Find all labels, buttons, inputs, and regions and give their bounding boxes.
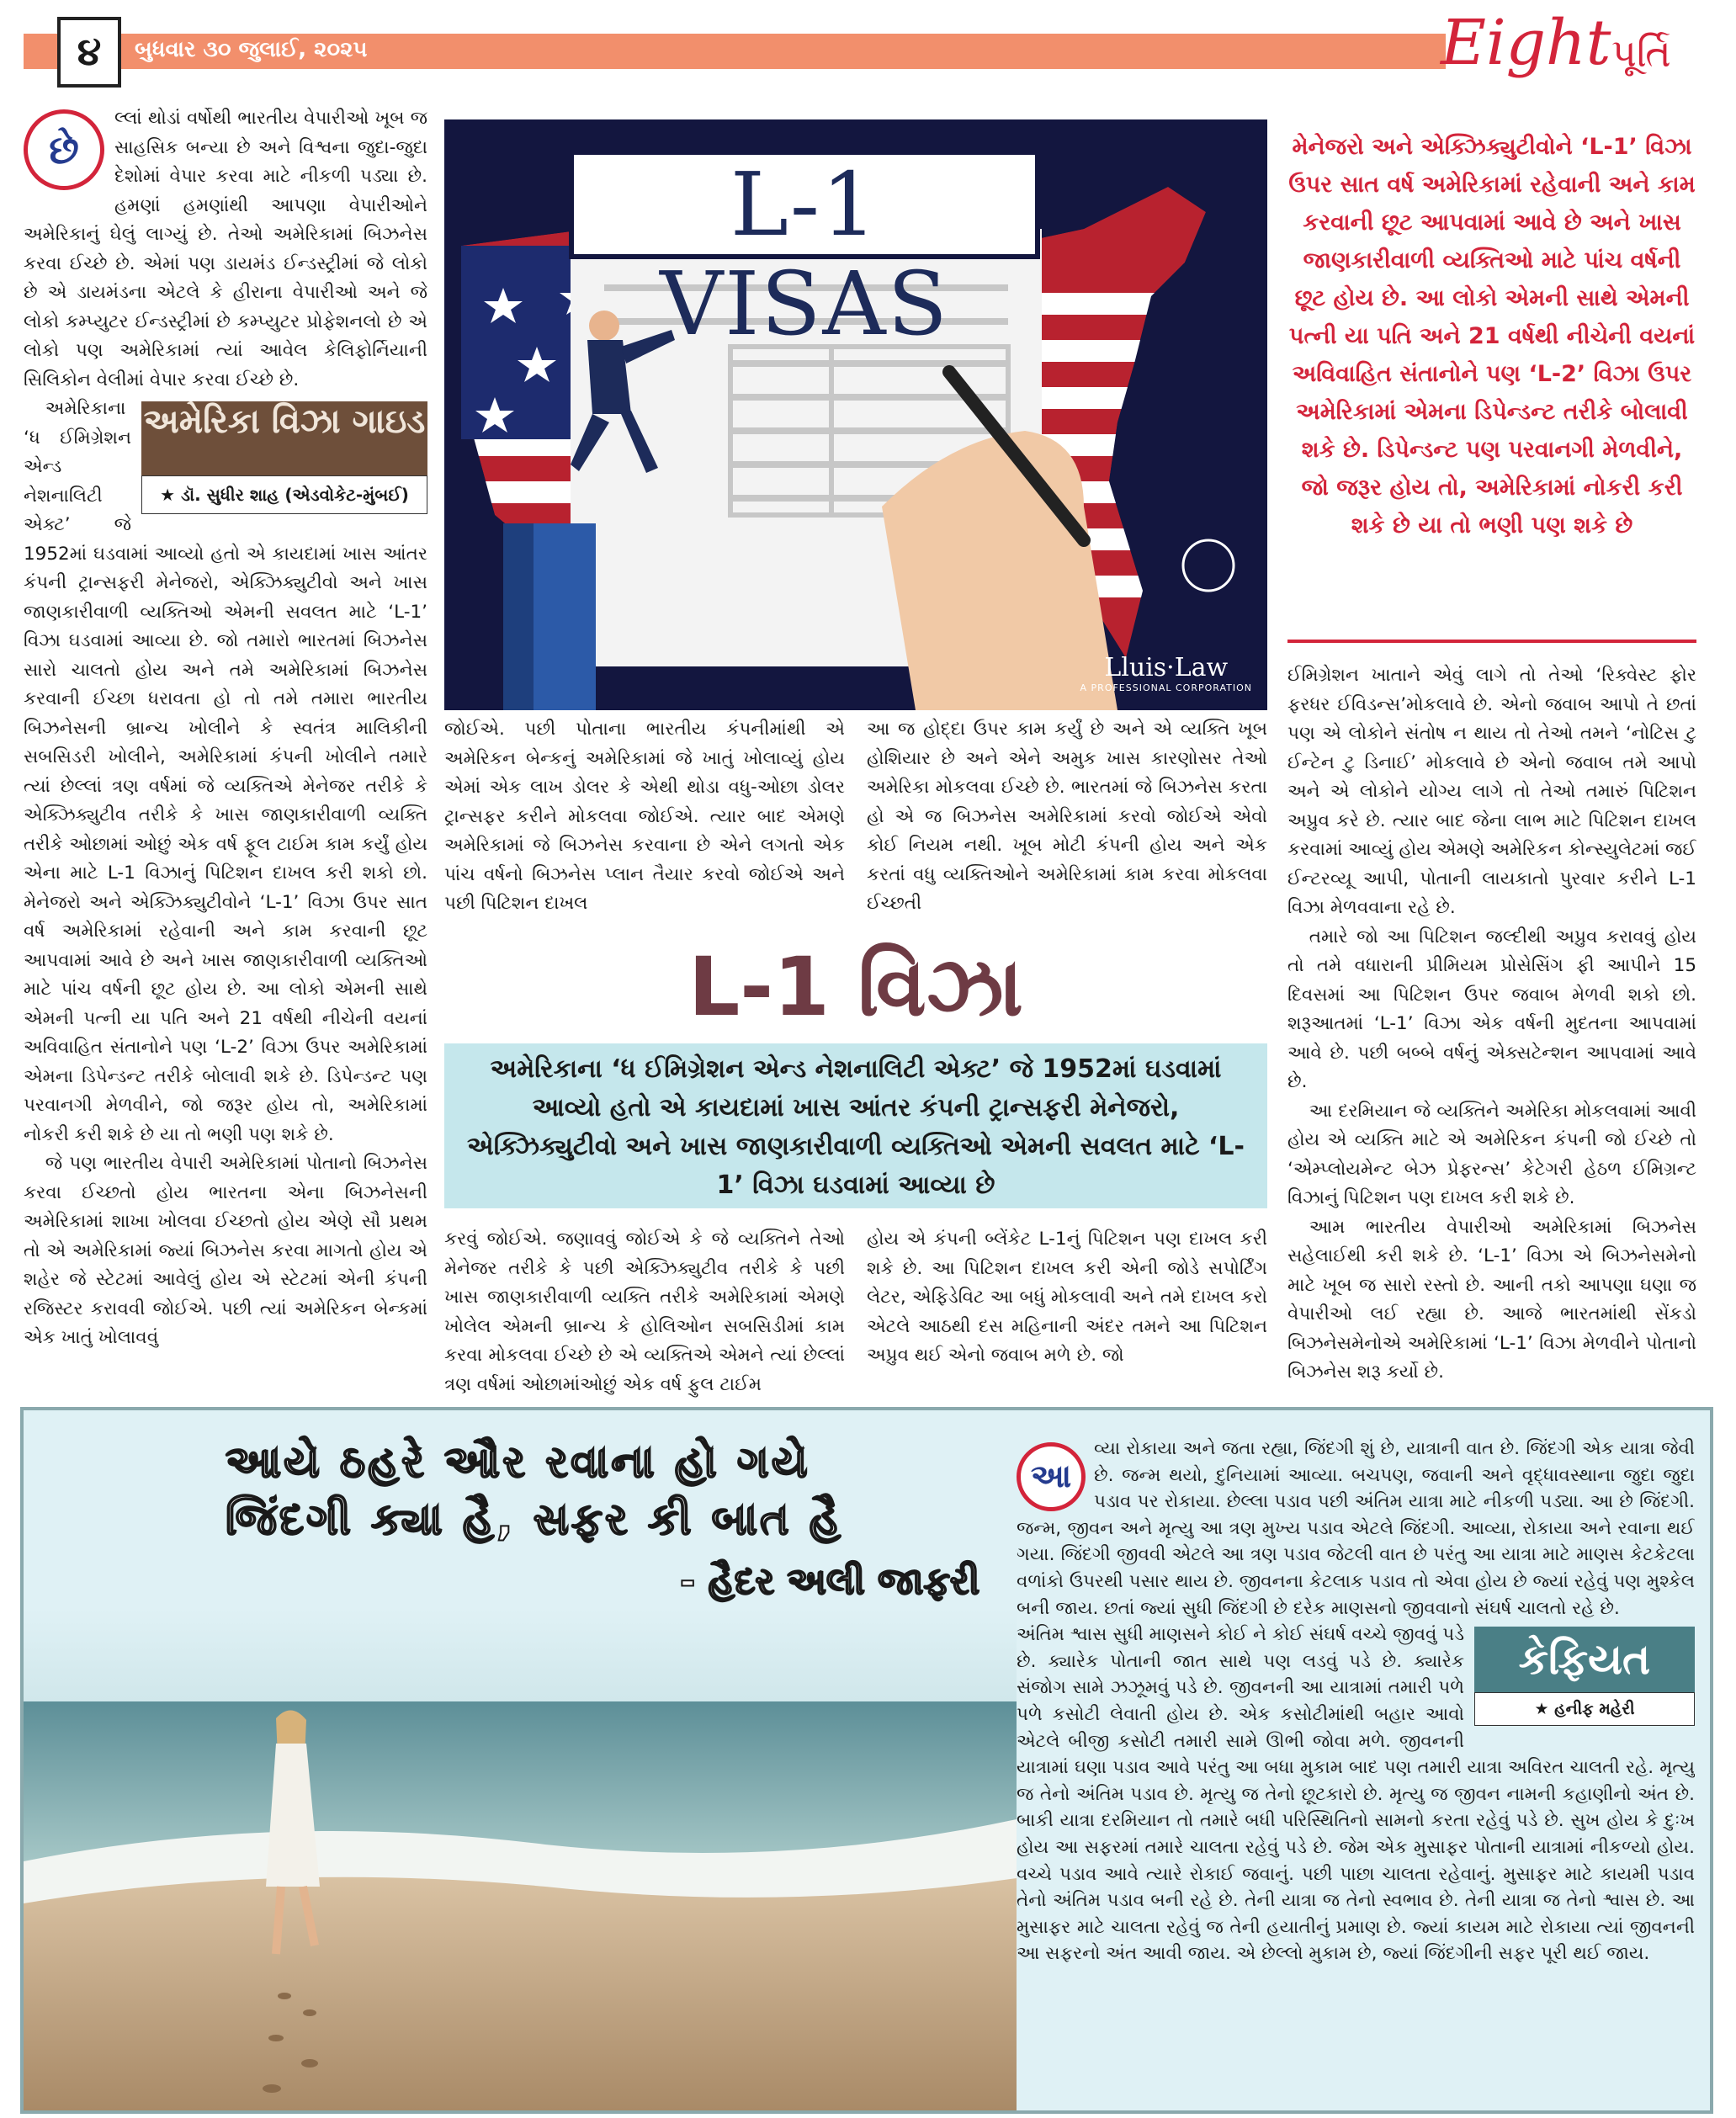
sky: [24, 1609, 1017, 1710]
feature-dropcap: આ: [1017, 1442, 1086, 1511]
paragraph: લ્લાં થોડાં વર્ષોથી ભારતીય વેપારીઓ ખૂબ જ સાહસિક બન્યા છે અને વિશ્વના જુદા-જુદા દેશોમાં વેપાર કરવા માટે નીકળી પડ્યા છે. હમણાં હમણાંથી આપણા વેપારીઓને અમેરિકાનું ઘેલું લાગ્યું છે. તેઓ અમેરિકામાં બિઝનેસ કરવા ઈચ્છે છે. એમાં પણ ડાયમંડ ઈન્ડસ્ટ્રીમાં જે લોકો છે એ ડાયમંડના એટલે કે હીરાના વેપારીઓ અને જે લોકો કમ્પ્યુટર ઈન્ડસ્ટ્રીમાં છે કમ્પ્યુટર પ્રોફેશનલો છે એ લોકો પણ અમેરિકામાં ત્યાં આવેલ કેલિફોર્નિયાની સિલિકોન વેલીમાં વેપાર કરવા ઈચ્છે છે.: [24, 108, 427, 390]
feature-credit: - હૈદર અલી જાફરી: [680, 1560, 980, 1603]
feature-article: [20, 1407, 1713, 2114]
article-column-2-top: જોઈએ. પછી પોતાના ભારતીય કંપનીમાંથી એ અમેરિકન બેન્કનું અમેરિકામાં જે ખાતું ખોલાવ્યું હોય એમાં એક લાખ ડોલર કે એથી થોડા વધુ-ઓછા ડોલર ટ્રાન્સફર કરીને મોકલવા જોઈએ. ત્યાર બાદ એમણે અમેરિકામાં જે બિઝનેસ કરવાના છે એને લગતો એક પાંચ વર્ષનો બિઝનેસ પ્લાન તૈયાર કરવો જોઈએ અને પછી પિટિશન દાખલ: [444, 719, 845, 914]
issue-date: બુધવાર ૩૦ જુલાઈ, ૨૦૨૫: [135, 37, 368, 62]
kefiyat-column-box: [1474, 1627, 1695, 1726]
paragraph: ઈમિગ્રેશન ખાતાને એવું લાગે તો તેઓ ‘રિક્વેસ્ટ ફોર ફરધર ઈવિડન્સ’મોકલાવે છે. એનો જવાબ આપો તે છતાં પણ એ લોકોને સંતોષ ન થાય તો તેઓ તમને ‘નોટિસ ટુ ઈન્ટેન ટુ ડિનાઈ’ મોકલાવે છે એનો જવાબ તમે આપો અને એ લોકોને યોગ્ય લાગે તો તેઓ તમારું પિટિશન અપ્રુવ કરે છે. ત્યાર બાદ જેના લાભ માટે પિટિશન દાખલ કરવામાં આવ્યું હોય એમણે અમેરિકન કોન્સ્યુલેટમાં જઈ ઈન્ટરવ્યૂ આપી, પોતાની લાયકાતો પુરવાર કરીને L-1 વિઝા મેળવવાના રહે છે.: [1287, 665, 1696, 918]
paragraph: અમેરિકાના ‘ધ ઈમિગ્રેશન એન્ડ નેશનાલિટી એક્ટ’ જે 1952માં ઘડવામાં આવ્યો હતો એ કાયદામાં ખાસ આંતર કંપની ટ્રાન્સફરી મેનેજરો, એક્ઝિક્યુટીવો અને ખાસ જાણકારીવાળી વ્યક્તિઓ એમની સવલત માટે ‘L-1’ વિઝા ઘડવામાં આવ્યા છે. જો તમારો ભારતમાં બિઝનેસ સારો ચાલતો હોય અને તમે અમેરિકામાં બિઝનેસ કરવાની ઈચ્છા ધરાવતા હો તો તમે તમારા ભારતીય બિઝનેસની બ્રાન્ચ ખોલીને કે સ્વતંત્ર માલિકીની સબસિડરી ખોલીને, અમેરિકામાં કંપની ખોલીને તમારે ત્યાં છેલ્લાં ત્રણ વર્ષમાં જે વ્યક્તિએ મેનેજર તરીકે કે એક્ઝિક્યુટીવ તરીકે કે ખાસ જાણકારીવાળી વ્યક્તિ તરીકે ઓછામાં ઓછું એક વર્ષ ફૂલ ટાઈમ કામ કર્યું હોય એના માટે L-1 વિઝાનું પિટિશન દાખલ કરી શકો છો. મેનેજરો અને એક્ઝિક્યુટીવોને ‘L-1’ વિઝા ઉપર સાત વર્ષ અમેરિકામાં રહેવાની અને કામ કરવાની છૂટ આપવામાં આવે છે અને ખાસ જાણકારીવાળી વ્યક્તિઓ માટે પાંચ વર્ષની છૂટ હોય છે. આ લોકો એમની સાથે એમની પત્ની યા પતિ અને 21 વર્ષથી નીચેની વયનાં અવિવાહિત સંતાનોને પણ ‘L-2’ વિઝા ઉપર અમેરિકામાં એમના ડિપેન્ડન્ટ તરીકે બોલાવી શકે છે. ડિપેન્ડન્ટ પણ પરવાનગી મેળવીને, જો જરૂર હોય તો, અમેરિકામાં નોકરી કરી શકે છે યા તો ભણી પણ શકે છે.: [24, 398, 427, 1145]
lluis-law-logo-text: Lluis·Law: [1104, 653, 1229, 682]
paragraph: વ્યા રોકાયા અને જતા રહ્યા, જિંદગી શું છે, યાત્રાની વાત છે. જિંદગી એક યાત્રા જેવી છે. જન્મ થયો, દુનિયામાં આવ્યા. બચપણ, જવાની અને વૃદ્ધાવસ્થાના જુદા જુદા પડાવ પર રોકાયા. છેલ્લા પડાવ પછી અંતિમ યાત્રા માટે નીકળી પડ્યા. આ છે જિંદગી. જન્મ, જીવન અને મૃત્યુ આ ત્રણ મુખ્ય પડાવ એટલે જિંદગી. આવ્યા, રોકાયા અને રવાના થઈ ગયા. જિંદગી જીવવી એટલે આ ત્રણ પડાવ જેટલી વાત છે પરંતુ આ યાત્રા માટે માણસ કેટકેટલા વળાંકો ઉપરથી પસાર થાય છે. જીવનના કેટલાક પડાવ તો એવા હોય છે જ્યાં રહેવું પણ મુશ્કેલ બની જાય. છતાં જ્યાં સુધી જિંદગી છે દરેક માણસનો જીવવાનો સંઘર્ષ ચાલતો રહે છે.: [1017, 1438, 1695, 1619]
paragraph: આમ ભારતીય વેપારીઓ અમેરિકામાં બિઝનેસ સહેલાઈથી કરી શકે છે. ‘L-1’ વિઝા એ બિઝનેસમેનો માટે ખૂબ જ સારો રસ્તો છે. આની તકો આપણા ઘણા જ વેપારીઓ લઈ રહ્યા છે. આજે ભારતમાંથી સેંકડો બિઝનેસમેનોએ અમેરિકામાં ‘L-1’ વિઝા મેળવીને પોતાનો બિઝનેસ શરૂ કર્યો છે.: [1287, 1216, 1696, 1383]
lluis-law-logo-sub: A PROFESSIONAL CORPORATION: [1080, 682, 1252, 693]
column-title: અમેરિકા વિઝા ગાઇડ: [141, 401, 427, 475]
article-column-3-bottom: હોય એ કંપની બ્લેંકેટ L-1નું પિટિશન પણ દાખલ કરી શકે છે. આ પિટિશન દાખલ કરી એની જોડે સપોર્ટિંગ લેટર, એફિડેવિટ આ બધું મોકલાવી અને તમે દાખલ કરો એટલે આઠથી દસ મહિનાની અંદર તમને આ પિટિશન અપ્રુવ થઈ એનો જવાબ મળે છે. જો: [867, 1229, 1267, 1366]
supplement-word: પૂર્તિ: [1611, 30, 1671, 76]
column-author: ★ ડૉ. સુધીર શાહ (એડવોકેટ-મુંબઈ): [141, 475, 427, 514]
article-column-1: [24, 104, 427, 1397]
paragraph: આ દરમિયાન જે વ્યક્તિને અમેરિકા મોકલવામાં આવી હોય એ વ્યક્તિ માટે એ અમેરિકન કંપની જો ઈચ્છે તો ‘એમ્પ્લોયમેન્ટ બેઝ પ્રેફરન્સ’ કેટેગરી હેઠળ ઈમિગ્રન્ટ વિઝાનું પિટિશન પણ દાખલ કરી શકે છે.: [1287, 1100, 1696, 1208]
pull-quote: મેનેજરો અને એક્ઝિક્યુટીવોને ‘L-1’ વિઝા ઉપર સાત વર્ષ અમેરિકામાં રહેવાની અને કામ કરવાની છૂટ આપવામાં આવે છે અને ખાસ જાણકારીવાળી વ્યક્તિઓ માટે પાંચ વર્ષની છૂટ હોય છે. આ લોકો એમની સાથે એમની પત્ની યા પતિ અને 21 વર્ષથી નીચેની વયનાં અવિવાહિત સંતાનોને પણ ‘L-2’ વિઝા ઉપર અમેરિકામાં એમના ડિપેન્ડન્ટ તરીકે બોલાવી શકે છે. ડિપેન્ડન્ટ પણ પરવાનગી મેળવીને, જો જરૂર હોય તો, અમેરિકામાં નોકરી કરી શકે છે યા તો ભણી પણ શકે છે: [1287, 121, 1696, 643]
hero-image-l1-visas: [444, 119, 1267, 710]
feature-body: [1017, 1436, 1695, 2100]
kefiyat-column-title: કેફિયત: [1474, 1627, 1695, 1692]
supplement-logo: Eight: [1441, 7, 1611, 79]
page-number: ૪: [57, 17, 121, 88]
dropcap: છે: [24, 109, 104, 190]
beach-walk-photo: [24, 1609, 1017, 2110]
paragraph: અંતિમ શ્વાસ સુધી માણસને કોઈ ને કોઈ સંઘર્ષ વચ્ચે જીવવું પડે છે. ક્યારેક પોતાની જાત સાથે પણ લડવું પડે છે. ક્યારેક સંજોગ સામે ઝઝૂમવું પડે છે. જીવનની આ યાત્રામાં તમારી પળે પળે કસોટી લેવાતી હોય છે. એક કસોટીમાંથી બહાર આવો એટલે બીજી કસોટી તમારી સામે ઊભી જોવા મળે. જીવનની યાત્રામાં ઘણા પડાવ આવે પરંતુ આ બધા મુકામ બાદ પણ તમારી યાત્રા અવિરત ચાલતી રહે. મૃત્યુ જ તેનો અંતિમ પડાવ છે. મૃત્યુ જ તેનો છૂટકારો છે. મૃત્યુ જ જીવન નામની કહાણીનો અંત છે. બાકી યાત્રા દરમિયાન તો તમારે બધી પરિસ્થિતિનો સામનો કરતા રહેવું પડે છે. સુખ હોય કે દુઃખ હોય આ સફરમાં તમારે ચાલતા રહેવું પડે છે. જેમ એક મુસાફર પોતાની યાત્રામાં નીકળ્યો હોય. વચ્ચે પડાવ આવે ત્યારે રોકાઈ જવાનું. પછી પાછા ચાલતા રહેવાનું. મુસાફર માટે કાયમી પડાવ તેનો અંતિમ પડાવ બની રહે છે. તેની યાત્રા જ તેનો સ્વભાવ છે. તેની યાત્રા જ તેનો શ્વાસ છે. આ મુસાફર માટે ચાલતા રહેવું જ તેની હયાતીનું પ્રમાણ છે. જ્યાં કાયમ માટે રોકાયા ત્યાં જીવનની આ સફરનો અંત આવી જાય. એ છેલ્લો મુકામ છે, જ્યાં જિંદગીની સફર પૂરી થઈ જાય.: [1017, 1624, 1695, 1965]
article-column-4: [1287, 661, 1696, 1402]
headline: L-1 વિઝા: [688, 940, 1023, 1034]
lluis-law-logo: [1080, 653, 1252, 693]
column-title-box: [141, 401, 427, 514]
feature-title-line-2: જિંદગી ક્યા હૈ, સફર કી બાત હૈ: [226, 1494, 843, 1545]
hero-title: L-1 VISAS: [569, 150, 1040, 259]
article-column-3-top: આ જ હોદ્દા ઉપર કામ કર્યું છે અને એ વ્યક્તિ ખૂબ હોશિયાર છે અને એને અમુક ખાસ કારણોસર તેઓ અમેરિકા મોકલવા ઈચ્છે છે. ભારતમાં જે બિઝનેસ કરતા હો એ જ બિઝનેસ અમેરિકામાં કરવો જોઈએ એવો કોઈ નિયમ નથી. ખૂબ મોટી કંપની હોય અને એક કરતાં વધુ વ્યક્તિઓને અમેરિકામાં કામ કરવા મોકલવા ઈચ્છતી: [867, 719, 1267, 914]
sand: [24, 1877, 1017, 2110]
article-column-2-bottom: કરવું જોઈએ. જણાવવું જોઈએ કે જે વ્યક્તિને તેઓ મેનેજર તરીકે કે પછી એક્ઝિક્યુટીવ તરીકે કે પછી ખાસ જાણકારીવાળી વ્યક્તિ તરીકે અમેરિકામાં એમણે ખોલેલ એમની બ્રાન્ચ કે હોલિઓન સબસિડીમાં કામ કરવા મોકલવા ઈચ્છે છે એ વ્યક્તિએ એમને ત્યાં છેલ્લાં ત્રણ વર્ષમાં ઓછામાંઓછું એક વર્ષ ફુલ ટાઈમ: [444, 1229, 845, 1395]
sub-deck: અમેરિકાના ‘ધ ઈમિગ્રેશન એન્ડ નેશનાલિટી એક્ટ’ જે 1952માં ઘડવામાં આવ્યો હતો એ કાયદામાં ખાસ આંતર કંપની ટ્રાન્સફરી મેનેજરો, એક્ઝિક્યુટીવો અને ખાસ જાણકારીવાળી વ્યક્તિઓ એમની સવલત માટે ‘L-1’ વિઝા ઘડવામાં આવ્યા છે: [444, 1043, 1267, 1208]
paragraph: તમારે જો આ પિટિશન જલ્દીથી અપ્રુવ કરાવવું હોય તો તમે વધારાની પ્રીમિયમ પ્રોસેસિંગ ફી આપીને 15 દિવસમાં આ પિટિશન ઉપર જવાબ મેળવી શકો છો. શરૂઆતમાં ‘L-1’ વિઝા એક વર્ષની મુદતના આપવામાં આવે છે. પછી બબ્બે વર્ષનું એક્સટેન્શન આપવામાં આવે છે.: [1287, 926, 1696, 1092]
paragraph: જે પણ ભારતીય વેપારી અમેરિકામાં પોતાનો બિઝનેસ કરવા ઈચ્છતો હોય ભારતના એના બિઝનેસની અમેરિકામાં શાખા ખોલવા ઈચ્છતો હોય એણે સૌ પ્રથમ તો એ અમેરિકામાં જ્યાં બિઝનેસ કરવા માગતો હોય એ શહેર જે સ્ટેટમાં આવેલું હોય એ સ્ટેટમાં એની કંપની રજિસ્ટર કરાવવી જોઈએ. પછી ત્યાં અમેરિકન બેન્કમાં એક ખાતું ખોલાવવું: [24, 1153, 427, 1348]
kefiyat-column-author: ★ હનીફ મહેરી: [1474, 1692, 1695, 1726]
feature-title-line-1: આયે ઠહરે ઔર રવાના હો ગયે: [226, 1437, 810, 1488]
